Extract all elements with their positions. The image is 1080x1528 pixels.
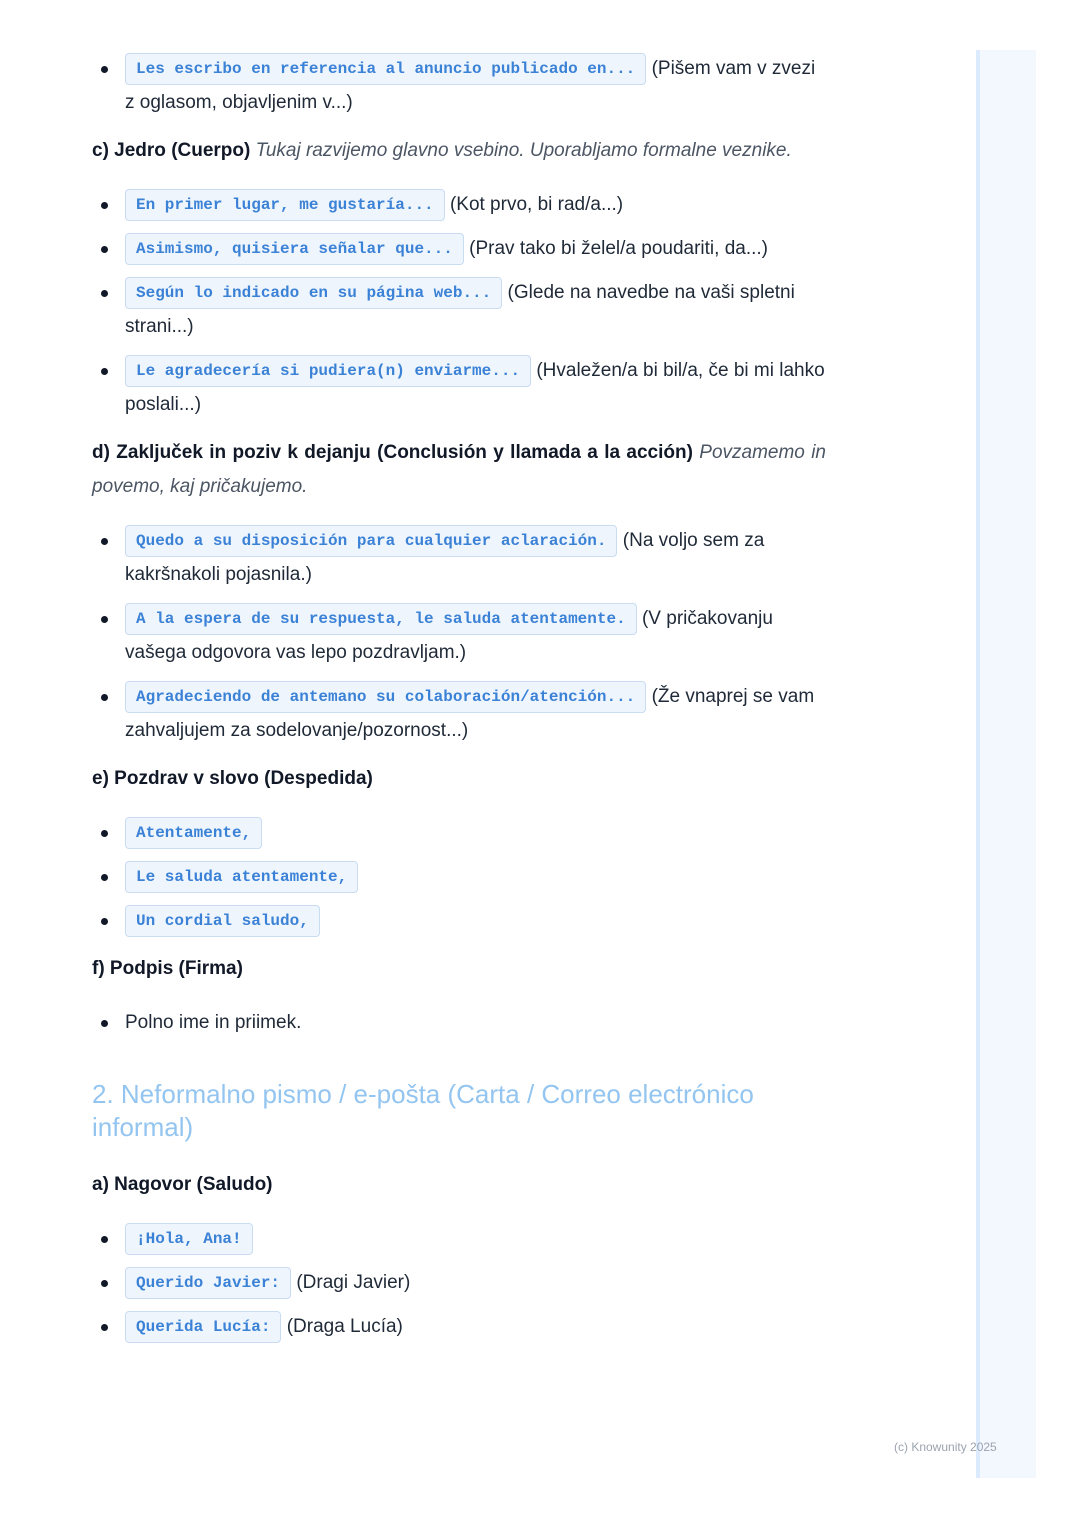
phrase-code: Quedo a su disposición para cualquier aclaración.: [125, 525, 617, 557]
phrase-translation: (Dragi Javier): [296, 1272, 411, 1293]
list-item: [92, 354, 826, 422]
section-e-list: [92, 816, 826, 938]
list-item: [92, 1310, 826, 1344]
phrase-code: Agradeciendo de antemano su colaboración/atención...: [125, 681, 646, 713]
phrase-code: Le saluda atentamente,: [125, 861, 358, 893]
section-2a-title: a) Nagovor (Saludo): [92, 1174, 273, 1195]
phrase-translation: (V pričakovanju vašega odgovora vas lepo pozdravljam.): [125, 608, 773, 663]
phrase-translation: (Draga Lucía): [286, 1316, 403, 1337]
phrase-translation: (Kot prvo, bi rad/a...): [449, 194, 624, 215]
section-d-heading: [92, 436, 826, 504]
list-item: [92, 232, 826, 266]
list-item-text: Polno ime in priimek.: [125, 1012, 302, 1033]
list-item: [92, 524, 826, 592]
list-item: [92, 602, 826, 670]
phrase-code: Les escribo en referencia al anuncio publicado en...: [125, 53, 646, 85]
list-item: [92, 1266, 826, 1300]
copyright-footer: (c) Knowunity 2025: [894, 1440, 997, 1454]
list-item: [92, 904, 826, 938]
section-2a-list: [92, 1222, 826, 1344]
document-content: [92, 52, 826, 1354]
section-c-description: Tukaj razvijemo glavno vsebino. Uporabljamo formalne veznike.: [255, 140, 792, 161]
phrase-code: Le agradecería si pudiera(n) enviarme...: [125, 355, 531, 387]
phrase-translation: (Hvaležen/a bi bil/a, če bi mi lahko poslali...): [125, 360, 825, 415]
section-f-title: f) Podpis (Firma): [92, 958, 243, 979]
section-d-list: [92, 524, 826, 748]
phrase-code: Querido Javier:: [125, 1267, 291, 1299]
list-item: [92, 276, 826, 344]
section-c-title: c) Jedro (Cuerpo): [92, 140, 251, 161]
phrase-code: En primer lugar, me gustaría...: [125, 189, 445, 221]
phrase-code: Un cordial saludo,: [125, 905, 320, 937]
phrase-translation: (Glede na navedbe na vaši spletni strani...): [125, 282, 795, 337]
section-d-title: d) Zaključek in poziv k dejanju (Conclusión y llamada a la acción): [92, 442, 693, 463]
phrase-translation: (Pišem vam v zvezi z oglasom, objavljenim v...): [125, 58, 816, 113]
list-item: [92, 860, 826, 894]
section-c-list: [92, 188, 826, 422]
phrase-code: ¡Hola, Ana!: [125, 1223, 253, 1255]
list-item: [92, 1006, 826, 1040]
section-2-heading: 2. Neformalno pismo / e-pošta (Carta / Correo electrónico informal): [92, 1079, 754, 1142]
section-b-list: [92, 52, 826, 120]
phrase-translation: (Na voljo sem za kakršnakoli pojasnila.): [125, 530, 765, 585]
phrase-code: Querida Lucía:: [125, 1311, 281, 1343]
list-item: [92, 1222, 826, 1256]
section-e-title: e) Pozdrav v slovo (Despedida): [92, 768, 373, 789]
phrase-code: Atentamente,: [125, 817, 262, 849]
phrase-translation: (Prav tako bi želel/a poudariti, da...): [469, 238, 769, 259]
list-item: [92, 52, 826, 120]
list-item: [92, 188, 826, 222]
phrase-translation: (Že vnaprej se vam zahvaljujem za sodelovanje/pozornost...): [125, 686, 815, 741]
right-sidebar-panel: [976, 50, 1036, 1478]
section-f-list: [92, 1006, 826, 1040]
section-c-heading: [92, 134, 826, 168]
list-item: [92, 816, 826, 850]
phrase-code: Según lo indicado en su página web...: [125, 277, 502, 309]
phrase-code: A la espera de su respuesta, le saluda atentamente.: [125, 603, 637, 635]
section-d-description: Povzamemo in povemo, kaj pričakujemo.: [92, 442, 826, 497]
phrase-code: Asimismo, quisiera señalar que...: [125, 233, 464, 265]
list-item: [92, 680, 826, 748]
